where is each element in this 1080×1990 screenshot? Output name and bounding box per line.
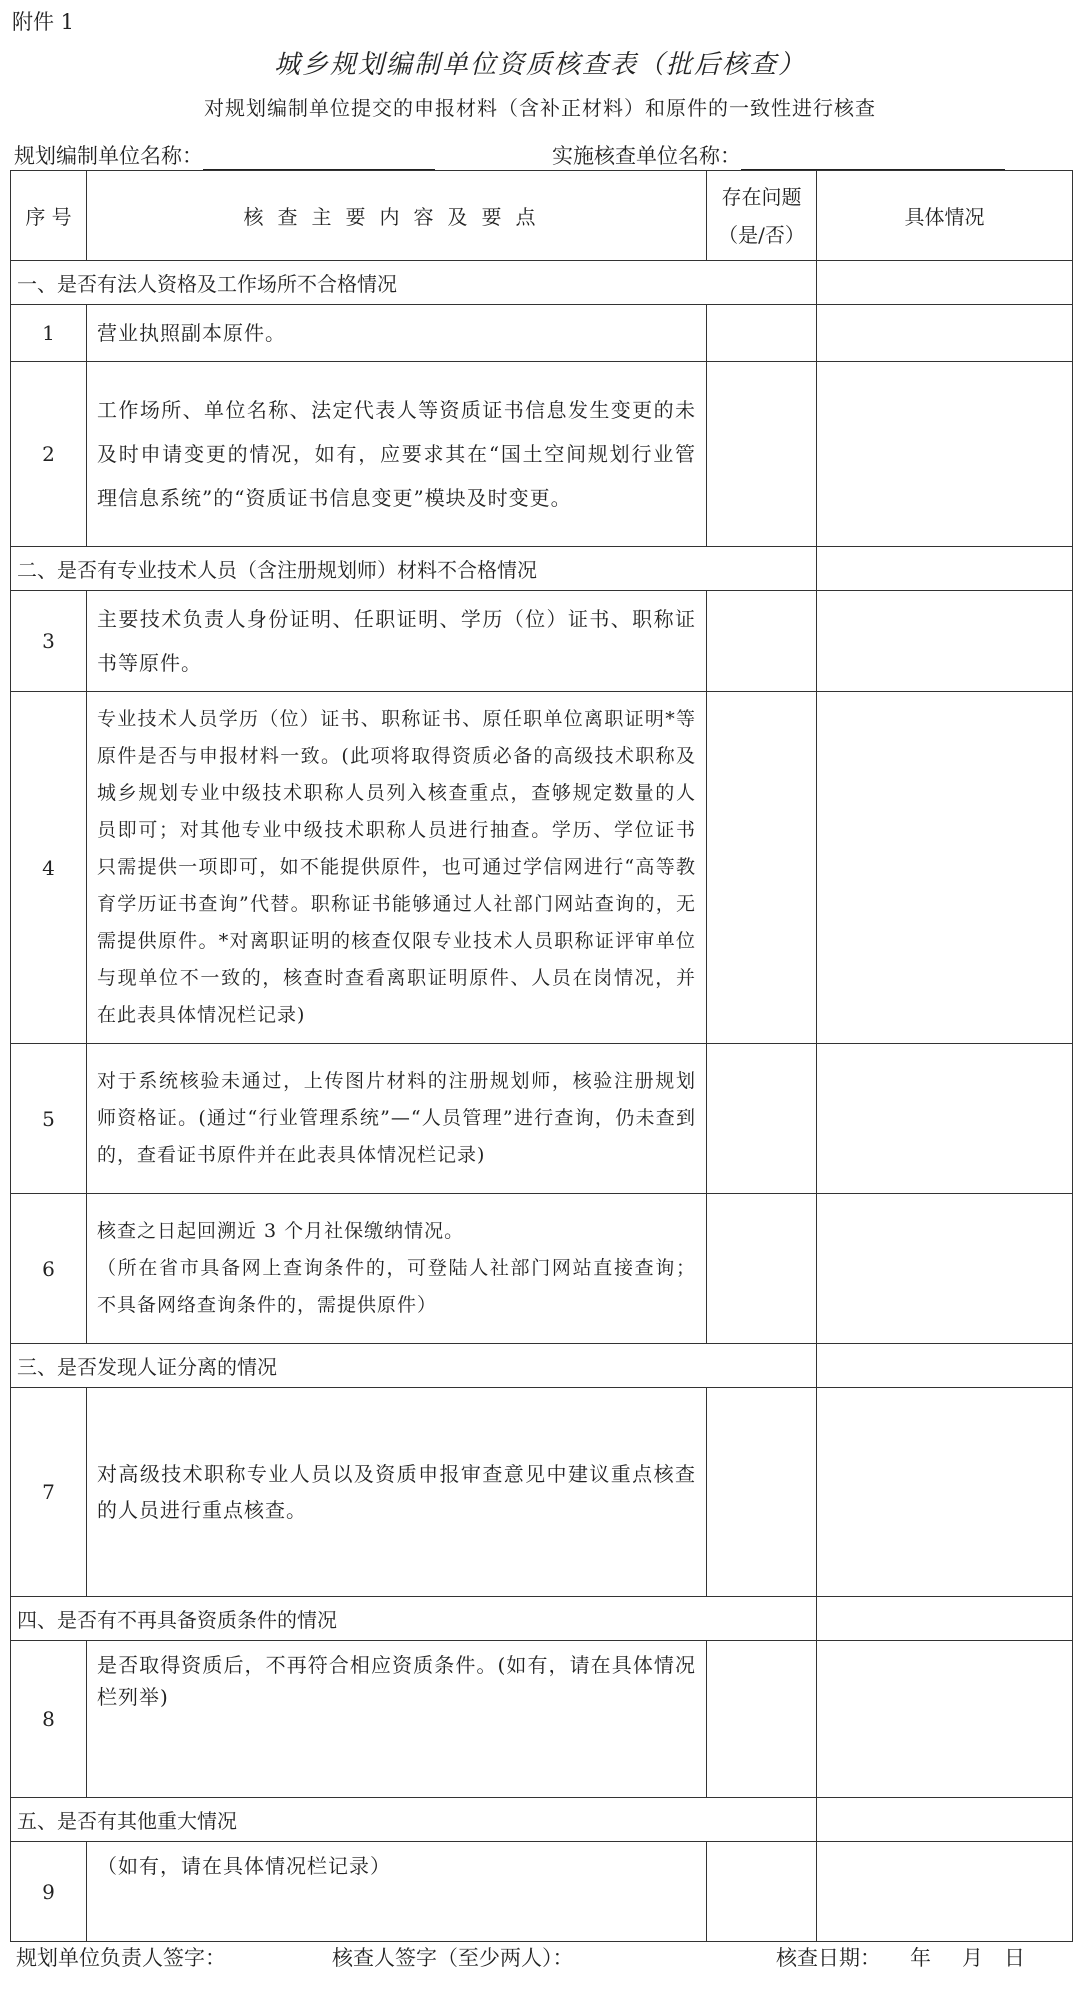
details-cell (817, 362, 1073, 547)
section-title-4: 四、是否有不再具备资质条件的情况 (11, 1597, 817, 1641)
row-content: 对高级技术职称专业人员以及资质申报审查意见中建议重点核查的人员进行重点核查。 (87, 1388, 707, 1597)
header-issue-line2: （是/否） (718, 222, 805, 247)
details-cell (817, 1044, 1073, 1194)
issue-cell (707, 1388, 817, 1597)
page-subtitle: 对规划编制单位提交的申报材料（含补正材料）和原件的一致性进行核查 (204, 96, 876, 120)
row-number: 5 (11, 1044, 87, 1194)
details-cell (817, 1641, 1073, 1798)
header-row (11, 171, 1073, 261)
page-title: 城乡规划编制单位资质核查表（批后核查） (273, 50, 806, 80)
row-number: 7 (11, 1388, 87, 1597)
details-cell (817, 1597, 1073, 1641)
table-row (11, 1842, 1073, 1942)
row-content (87, 1194, 707, 1344)
row-number: 8 (11, 1641, 87, 1798)
table-row (11, 1388, 1073, 1597)
inspection-date-label: 核查日期： (776, 1946, 881, 1970)
table-row (11, 1194, 1073, 1344)
details-cell (817, 591, 1073, 692)
table-row (11, 305, 1073, 362)
inspecting-unit-label: 实施核查单位名称： (552, 144, 741, 168)
table-row (11, 1044, 1073, 1194)
row-content-note: （所在省市具备网上查询条件的，可登陆人社部门网站直接查询；不具备网络查询条件的，需提供原件） (97, 1257, 696, 1316)
row-number: 3 (11, 591, 87, 692)
section-title-5: 五、是否有其他重大情况 (11, 1798, 817, 1842)
issue-cell (707, 692, 817, 1044)
annex-label: 附件 1 (12, 10, 75, 34)
section-row (11, 1344, 1073, 1388)
table-row (11, 362, 1073, 547)
planning-unit-label: 规划编制单位名称： (14, 144, 203, 168)
row-number: 4 (11, 692, 87, 1044)
row-content: 专业技术人员学历（位）证书、职称证书、原任职单位离职证明*等原件是否与申报材料一致。(此项将取得资质必备的高级技术职称及城乡规划专业中级技术职称人员列入核查重点，查够规定数量的人员即可；对其他专业中级技术职称人员进行抽查。学历、学位证书只需提供一项即可，如不能提供原件，也可通过学信网进行“高等教育学历证书查询”代替。职称证书能够通过人社部门网站查询的，无需提供原件。*对离职证明的核查仅限专业技术人员职称证评审单位与现单位不一致的，核查时查看离职证明原件、人员在岗情况，并在此表具体情况栏记录) (87, 692, 707, 1044)
issue-cell (707, 591, 817, 692)
table-row (11, 692, 1073, 1044)
details-cell (817, 305, 1073, 362)
section-row (11, 1597, 1073, 1641)
details-cell (817, 547, 1073, 591)
issue-cell (707, 362, 817, 547)
issue-cell (707, 1641, 817, 1798)
details-cell (817, 1344, 1073, 1388)
section-title-2: 二、是否有专业技术人员（含注册规划师）材料不合格情况 (11, 547, 817, 591)
details-cell (817, 261, 1073, 305)
row-number: 1 (11, 305, 87, 362)
row-number: 6 (11, 1194, 87, 1344)
row-number: 2 (11, 362, 87, 547)
table-row (11, 1641, 1073, 1798)
section-row (11, 1798, 1073, 1842)
header-issue (707, 171, 817, 261)
row-content: 是否取得资质后，不再符合相应资质条件。(如有，请在具体情况栏列举) (87, 1641, 707, 1798)
row-content: 主要技术负责人身份证明、任职证明、学历（位）证书、职称证书等原件。 (87, 591, 707, 692)
row-content: （如有，请在具体情况栏记录） (87, 1842, 707, 1942)
issue-cell (707, 1842, 817, 1942)
inspector-signature-label: 核查人签字（至少两人）： (332, 1946, 574, 1970)
row-content: 工作场所、单位名称、法定代表人等资质证书信息发生变更的未及时申请变更的情况，如有，应要求其在“国土空间规划行业管理信息系统”的“资质证书信息变更”模块及时变更。 (87, 362, 707, 547)
header-issue-line1: 存在问题 (721, 184, 802, 209)
inspecting-unit-field (552, 140, 1005, 170)
section-row (11, 261, 1073, 305)
row-content-main: 核查之日起回溯近 3 个月社保缴纳情况。 (97, 1220, 465, 1242)
date-month: 月 (962, 1946, 983, 1970)
inspecting-unit-blank (741, 146, 1005, 170)
issue-cell (707, 1044, 817, 1194)
date-day: 日 (1004, 1946, 1025, 1970)
row-content: 营业执照副本原件。 (87, 305, 707, 362)
details-cell (817, 1798, 1073, 1842)
row-number: 9 (11, 1842, 87, 1942)
table-row (11, 591, 1073, 692)
header-details: 具体情况 (817, 171, 1073, 261)
leader-signature-label: 规划单位负责人签字： (16, 1946, 226, 1970)
details-cell (817, 692, 1073, 1044)
section-title-3: 三、是否发现人证分离的情况 (11, 1344, 817, 1388)
planning-unit-blank (203, 146, 435, 170)
header-content: 核查主要内容及要点 (87, 171, 707, 261)
section-title-1: 一、是否有法人资格及工作场所不合格情况 (11, 261, 817, 305)
details-cell (817, 1388, 1073, 1597)
details-cell (817, 1842, 1073, 1942)
issue-cell (707, 305, 817, 362)
date-year: 年 (910, 1946, 931, 1970)
row-content: 对于系统核验未通过，上传图片材料的注册规划师，核验注册规划师资格证。(通过“行业管理系统”—“人员管理”进行查询，仍未查到的，查看证书原件并在此表具体情况栏记录) (87, 1044, 707, 1194)
planning-unit-field (14, 140, 435, 170)
header-seq: 序 号 (11, 171, 87, 261)
issue-cell (707, 1194, 817, 1344)
section-row (11, 547, 1073, 591)
inspection-table (10, 170, 1073, 1942)
details-cell (817, 1194, 1073, 1344)
